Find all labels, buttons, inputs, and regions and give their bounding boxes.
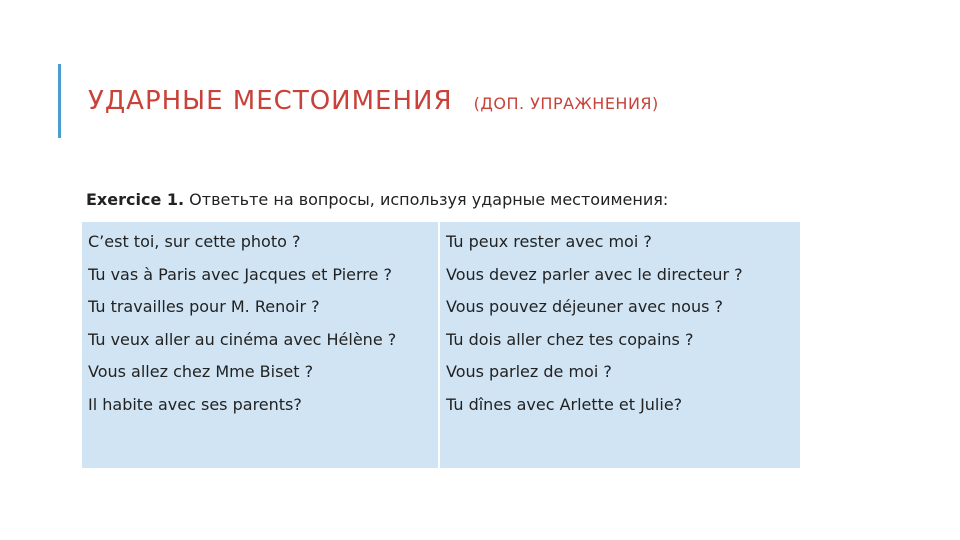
exercise-label: Exercice 1. — [86, 190, 185, 209]
question-cell: Tu vas à Paris avec Jacques et Pierre ? — [88, 264, 392, 284]
slide-title-main: УДАРНЫЕ МЕСТОИМЕНИЯ — [88, 86, 453, 116]
question-cell: Tu travailles pour M. Renoir ? — [88, 297, 320, 316]
exercise-instruction: Ответьте на вопросы, используя ударные местоимения: — [189, 190, 669, 209]
question-cell: Vous pouvez déjeuner avec nous ? — [446, 297, 723, 316]
slide-title — [88, 86, 659, 116]
question-cell: Il habite avec ses parents? — [88, 394, 302, 414]
exercise-heading — [86, 190, 668, 209]
question-cell: Tu veux aller au cinéma avec Hélène ? — [88, 329, 397, 349]
question-cell: Vous allez chez Mme Biset ? — [88, 362, 314, 381]
question-column-right — [440, 222, 800, 468]
question-cell: Vous devez parler avec le directeur ? — [446, 264, 743, 284]
question-column-left — [82, 222, 438, 468]
question-cell: Tu dois aller chez tes copains ? — [446, 329, 694, 349]
question-cell: C’est toi, sur cette photo ? — [88, 232, 301, 251]
slide-title-sub: (ДОП. УПРАЖНЕНИЯ) — [473, 94, 659, 113]
question-cell: Vous parlez de moi ? — [446, 362, 612, 381]
question-table — [82, 222, 800, 468]
title-accent-bar — [58, 64, 61, 138]
question-cell: Tu dînes avec Arlette et Julie? — [446, 394, 683, 414]
question-cell: Tu peux rester avec moi ? — [446, 232, 652, 251]
